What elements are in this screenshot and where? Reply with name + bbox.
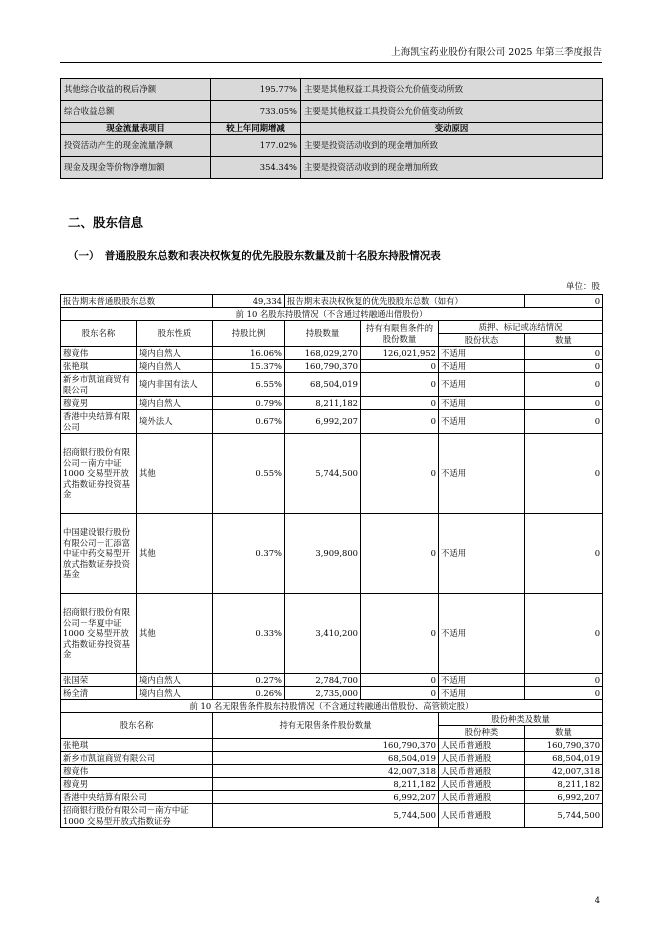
table-row: 投资活动产生的现金流量净额 177.02% 主要是投资活动收到的现金增加所致	[61, 134, 603, 156]
table-row: 其他综合收益的税后净额 195.77% 主要是其他权益工具投资公允价值变动所致	[61, 79, 603, 101]
table-row: 招商银行股份有限公司－华夏中证 1000 交易型开放式指数证券投资基金 其他 0.33% 3,410,200 0 不适用 0	[61, 594, 603, 674]
header-rule	[60, 62, 602, 63]
page-number: 4	[594, 896, 600, 906]
table-row: 招商银行股份有限公司－南方中证 1000 交易型开放式指数证券 5,744,500 人民币普通股 5,744,500	[61, 804, 603, 828]
subsection-title: （一） 普通股股东总数和表决权恢复的优先股股东数量及前十名股东持股情况表	[68, 250, 441, 262]
summary-row: 报告期末普通股股东总数 49,334 报告期末表决权恢复的优先股股东总数（如有） 0	[61, 295, 603, 308]
table-row: 穆竟男 8,211,182 人民币普通股 8,211,182	[61, 778, 603, 791]
table-row: 穆竟男 境内自然人 0.79% 8,211,182 0 不适用 0	[61, 397, 603, 410]
table-row: 张艳琪 160,790,370 人民币普通股 160,790,370	[61, 739, 603, 752]
table-row: 中国建设银行股份有限公司－汇添富中证中药交易型开放式指数证券投资基金 其他 0.37% 3,909,800 0 不适用 0	[61, 514, 603, 594]
top10-header-row: 股东名称 股东性质 持股比例 持股数量 持有有限售条件的股份数量 质押、标记或冻结情况	[61, 321, 603, 334]
change-reason-table	[60, 78, 603, 179]
unrestricted-subheader-row: 股份种类 数量	[61, 726, 603, 739]
table-row: 新乡市凯谊商贸有限公司 境内非国有法人 6.55% 68,504,019 0 不适用 0	[61, 373, 603, 397]
table-row: 招商银行股份有限公司－南方中证 1000 交易型开放式指数证券投资基金 其他 0.55% 5,744,500 0 不适用 0	[61, 434, 603, 514]
table-row: 杨全清 境内自然人 0.26% 2,735,000 0 不适用 0	[61, 687, 603, 700]
page-header: 上海凯宝药业股份有限公司 2025 年第三季度报告	[391, 47, 602, 58]
unrestricted-header-row: 股东名称 持有无限售条件股份数量 股份种类及数量	[61, 713, 603, 726]
top10-subheader-row: 股份状态 数量	[61, 334, 603, 347]
table-row: 香港中央结算有限公司 境外法人 0.67% 6,992,207 0 不适用 0	[61, 410, 603, 434]
top10-caption-row: 前 10 名股东持股情况（不含通过转融通出借股份）	[61, 308, 603, 321]
table-row: 张国荣 境内自然人 0.27% 2,784,700 0 不适用 0	[61, 674, 603, 687]
unit-label: 单位：股	[565, 282, 600, 292]
table-row: 香港中央结算有限公司 6,992,207 人民币普通股 6,992,207	[61, 791, 603, 804]
table-row: 综合收益总额 733.05% 主要是其他权益工具投资公允价值变动所致	[61, 101, 603, 123]
shareholder-table	[60, 294, 603, 828]
section-title: 二、股东信息	[68, 215, 144, 230]
table-row: 张艳琪 境内自然人 15.37% 160,790,370 0 不适用 0	[61, 360, 603, 373]
unrestricted-caption-row: 前 10 名无限售条件股东持股情况（不含通过转融通出借股份、高管锁定股）	[61, 700, 603, 713]
table-row: 穆竟伟 境内自然人 16.06% 168,029,270 126,021,952 不适用 0	[61, 347, 603, 360]
table-row: 穆竟伟 42,007,318 人民币普通股 42,007,318	[61, 765, 603, 778]
cash-flow-header-row: 现金流量表项目 较上年同期增减 变动原因	[61, 123, 603, 135]
table-row: 新乡市凯谊商贸有限公司 68,504,019 人民币普通股 68,504,019	[61, 752, 603, 765]
table-row: 现金及现金等价物净增加额 354.34% 主要是投资活动收到的现金增加所致	[61, 156, 603, 178]
